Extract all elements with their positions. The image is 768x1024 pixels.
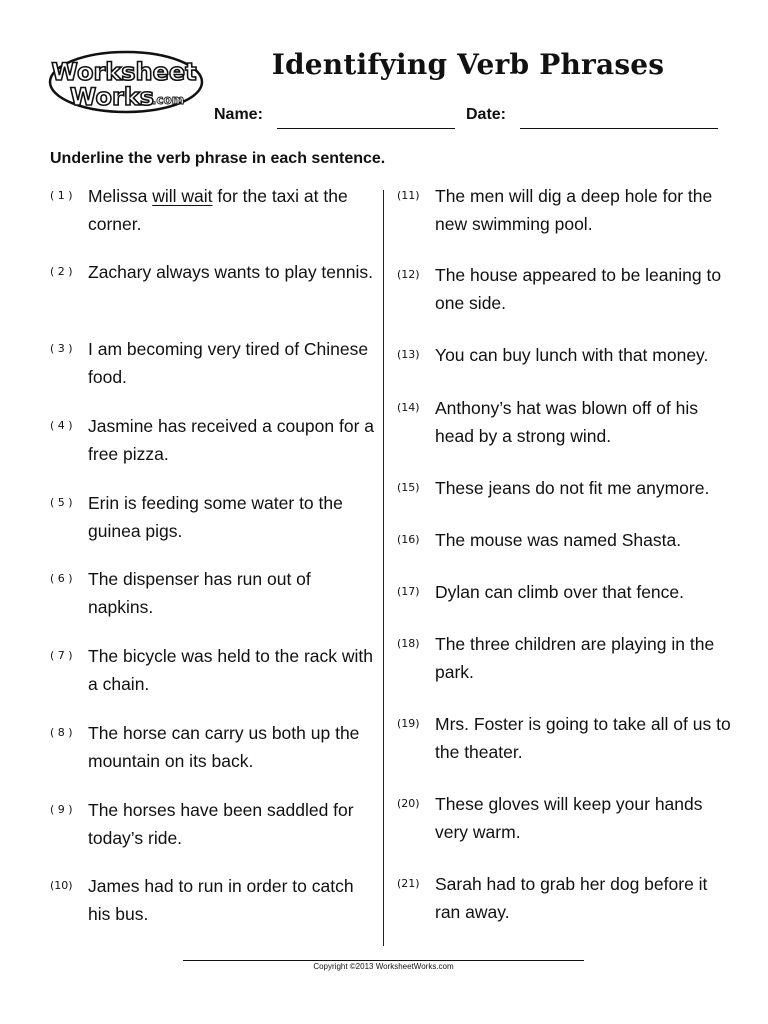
question-text: I am becoming very tired of Chinese food. (88, 339, 369, 387)
question-text: These jeans do not fit me anymore. (435, 478, 710, 498)
question-text: Zachary always wants to play tennis. (88, 262, 373, 282)
instructions: Underline the verb phrase in each sentence. (50, 150, 386, 167)
question-text: James had to run in order to catch his bus. (88, 876, 354, 924)
question-number: ( 5 ) (50, 496, 73, 509)
question-text: Melissa will wait for the taxi at the corner. (88, 186, 348, 234)
question-text: Dylan can climb over that fence. (435, 582, 685, 602)
name-field[interactable] (277, 128, 455, 129)
question-text: The horse can carry us both up the mountain on its back. (88, 723, 360, 771)
page-title: Identifying Verb Phrases (271, 48, 665, 81)
question-number: (10) (50, 879, 73, 892)
question-item (50, 873, 374, 928)
question-item (397, 183, 735, 238)
question-number: (20) (397, 797, 420, 810)
question-item (50, 259, 374, 287)
worksheetworks-logo (48, 50, 204, 114)
footer-divider (183, 960, 584, 961)
question-item (397, 711, 735, 766)
question-text: Sarah had to grab her dog before it ran away. (435, 874, 708, 922)
question-text: You can buy lunch with that money. (435, 345, 709, 365)
question-item (50, 336, 374, 391)
name-label: Name: (214, 106, 263, 123)
question-number: (18) (397, 637, 420, 650)
column-divider (383, 190, 384, 946)
question-number: ( 9 ) (50, 803, 73, 816)
question-number: (19) (397, 717, 420, 730)
question-number: ( 3 ) (50, 342, 73, 355)
question-number: ( 4 ) (50, 419, 73, 432)
question-number: ( 1 ) (50, 189, 73, 202)
svg-text:Works: Works (69, 83, 155, 111)
date-field[interactable] (520, 128, 718, 129)
question-item (50, 643, 374, 698)
question-item (397, 475, 735, 503)
date-label: Date: (466, 106, 507, 123)
question-number: ( 8 ) (50, 726, 73, 739)
question-number: (17) (397, 585, 420, 598)
question-item (50, 720, 374, 775)
question-number: (15) (397, 481, 420, 494)
question-text: Erin is feeding some water to the guinea pigs. (88, 493, 343, 541)
question-text: These gloves will keep your hands very warm. (435, 794, 703, 842)
question-text: The three children are playing in the park. (435, 634, 715, 682)
question-text: The men will dig a deep hole for the new swimming pool. (435, 186, 713, 234)
question-number: (16) (397, 533, 420, 546)
question-item (50, 183, 374, 238)
question-text: The house appeared to be leaning to one side. (435, 265, 722, 313)
question-number: ( 6 ) (50, 572, 73, 585)
question-item (397, 631, 735, 686)
question-item (397, 395, 735, 450)
question-number: (12) (397, 268, 420, 281)
question-item (397, 527, 735, 555)
question-number: (13) (397, 348, 420, 361)
question-item (50, 413, 374, 468)
question-text: The dispenser has run out of napkins. (88, 569, 311, 617)
svg-text:Worksheet: Worksheet (51, 58, 197, 86)
underlined-verb-phrase: will wait (152, 186, 213, 206)
question-item (397, 871, 735, 926)
question-item (50, 490, 374, 545)
question-item (397, 579, 735, 607)
question-number: ( 7 ) (50, 649, 73, 662)
question-text: The bicycle was held to the rack with a chain. (88, 646, 373, 694)
question-item (50, 797, 374, 852)
question-number: ( 2 ) (50, 265, 73, 278)
question-text: The mouse was named Shasta. (435, 530, 682, 550)
question-text: The horses have been saddled for today’s ride. (88, 800, 354, 848)
question-text: Anthony’s hat was blown off of his head by a strong wind. (435, 398, 698, 446)
question-item (397, 342, 735, 370)
question-item (50, 566, 374, 621)
question-item (397, 791, 735, 846)
svg-text:.com: .com (151, 93, 185, 107)
question-number: (14) (397, 401, 420, 414)
question-item (397, 262, 735, 317)
question-number: (21) (397, 877, 420, 890)
question-text: Jasmine has received a coupon for a free pizza. (88, 416, 374, 464)
copyright: Copyright ©2013 WorksheetWorks.com (313, 962, 454, 971)
question-number: (11) (397, 189, 420, 202)
question-text: Mrs. Foster is going to take all of us to the theater. (435, 714, 731, 762)
